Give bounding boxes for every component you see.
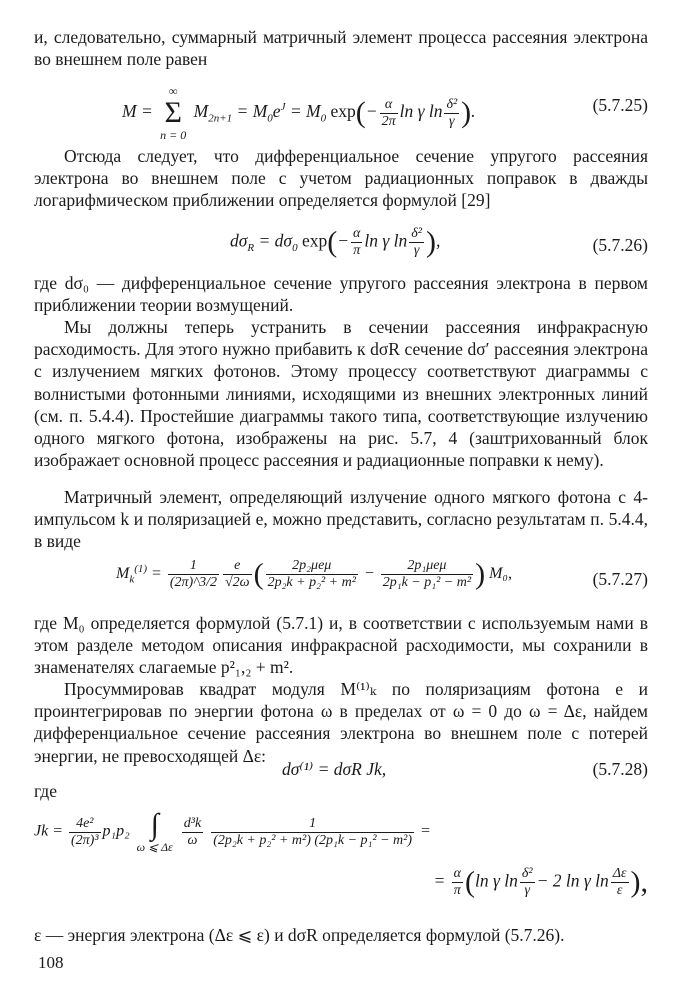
paragraph-7: Просуммировав квадрат модуля M⁽¹⁾ₖ по поляризациям фотона e и проинтегрировав по энергии фотона ω в пределах от ω = 0 до ω = Δε, найдем дифференциальное сечение рассеяния электрона во внешнем поле с потерей энергии, не превосходящей Δε: — [34, 679, 648, 766]
paragraph-3: где dσ₀ — дифференциальное сечение упругого рассеяния электрона в первом приближении теории возмущений. — [34, 273, 648, 316]
equation-5-7-25 — [34, 76, 648, 142]
equation-jk — [34, 808, 648, 864]
equation-body: M = ∞ Σ n = 0 $M_{2n+1} = M_0e^J = M_0$ exp(− $\frac{\alpha}{2\pi}$ ln γ ln $\frac{\text{δ²}}{\gamma}$ ). — [122, 84, 476, 142]
paragraph-1: и, следовательно, суммарный матричный элемент процесса рассеяния электрона во внешнем поле равен — [34, 27, 648, 70]
equation-number: (5.7.27) — [592, 569, 648, 589]
equation-body: dσ⁽¹⁾ = dσR Jk, — [282, 759, 387, 779]
where-label: где — [34, 781, 57, 801]
paragraph-2: Отсюда следует, что дифференциальное сечение упругого рассеяния электрона во внешнем поле с учетом радиационных поправок в дважды логарифмическом приближении определяется формулой [29] — [34, 146, 648, 211]
paragraph-4: Мы должны теперь устранить в сечении рассеяния инфракрасную расходимость. Для этого нужно прибавить к dσR сечение dσ′ рассеяния электрона с излучением мягких фотонов. Этому процессу соответствуют диаграммы с волнистыми фотонными линиями, исходящими из внешних электронных линий (см. п. 5.4.4). Простейшие диаграммы такого типа, соответствующие излучению одного мягкого фотона, изображены на рис. 5.7, 4 (заштрихованный блок изображает основной процесс рассеяния и радиационные поправки к нему). — [34, 317, 648, 471]
paragraph-6: где M₀ определяется формулой (5.7.1) и, в соответствии с используемым нами в этом разделе методом описания инфракрасной расходимости, мы сохранили в знаменателях слагаемые p²₁,₂ + m². — [34, 613, 648, 678]
equation-body: $M_k^{(1)}$ = $\frac{1}{(2\pi)\^{}3/2}$ $\frac{e}{√2\omega}$ ( $\frac{\text{2p₂μeμ}}{\text{2p₂k + p₂² + m²}}$ − $\frac{\text{2p₁μeμ}}{\text{2p₁k − p₁² − m²}}$ ) M₀, — [116, 557, 512, 591]
paragraph-8: ε — энергия электрона (Δε ⩽ ε) и dσR определяется формулой (5.7.26). — [34, 925, 565, 945]
equation-5-7-27 — [34, 556, 648, 604]
page-number: 108 — [38, 953, 64, 972]
equation-body: $d\sigma_R = d\sigma_0$ exp(− $\frac{\alpha}{\pi}$ ln γ ln $\frac{\text{δ²}}{\gamma}$ ), — [230, 225, 441, 259]
integral-operator: ∫ ω ⩽ Δε — [136, 808, 173, 854]
equation-body: = $\frac{\alpha}{\pi}$ (ln γ ln $\frac{\text{δ²}}{\gamma}$ − 2 ln γ ln $\frac{\Delta\varepsilon}{\varepsilon}$ ), — [433, 865, 648, 899]
sum-operator: ∞ Σ n = 0 — [160, 84, 187, 142]
equation-number: (5.7.28) — [592, 759, 648, 779]
equation-5-7-26 — [34, 226, 648, 266]
paragraph-5: Матричный элемент, определяющий излучение одного мягкого фотона с 4-импульсом k и поляризацией e, можно представить, согласно результатам п. 5.4.4, в виде — [34, 487, 648, 552]
equation-number: (5.7.25) — [592, 95, 648, 115]
equation-body: Jk = $\frac{\text{4e²}}{\text{(2π)³}}$ p₁p₂ ∫ ω ⩽ Δε $\frac{\text{d³k}}{\omega}$ $\frac{1}{\text{(2p₂k + p₂² + m²) (2p₁k − p₁² − m²)}}$ = — [34, 808, 431, 854]
equation-number: (5.7.26) — [592, 235, 648, 255]
equation-5-7-28 — [34, 758, 648, 782]
equation-jk-result — [34, 866, 648, 906]
